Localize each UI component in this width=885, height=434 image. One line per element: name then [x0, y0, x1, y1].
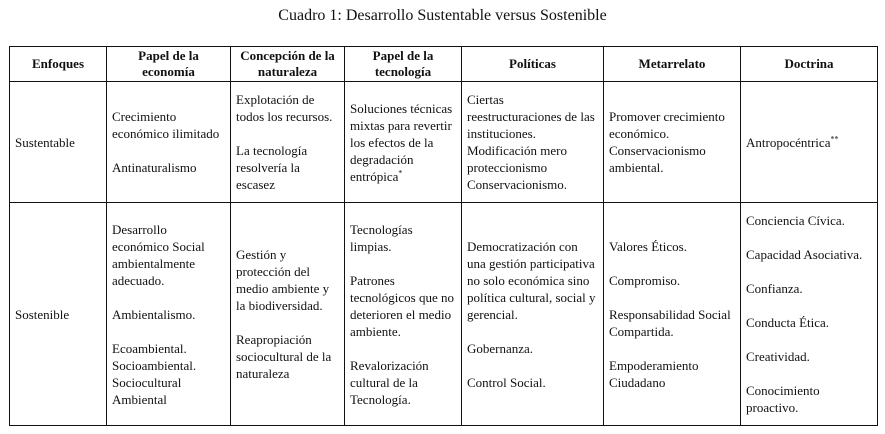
cell-text: Soluciones técnicas mixtas para revertir los efectos de la degradación entrópica: [350, 100, 453, 184]
header-papel-tecnologia: Papel de la tecnología: [345, 47, 462, 82]
cell-sostenible-politicas: [462, 203, 604, 426]
cell-sustentable-metarrelato: [604, 82, 741, 203]
header-papel-economia: Papel de la economía: [107, 47, 231, 82]
row-label-sustentable: Sustentable: [10, 82, 107, 203]
cell-text: Explotación de todos los recursos.: [236, 92, 333, 124]
header-politicas: Políticas: [462, 47, 604, 82]
table-caption: Cuadro 1: Desarrollo Sustentable versus Sostenible: [278, 7, 607, 24]
cell-sustentable-economia: [107, 82, 231, 203]
header-concepcion-naturaleza: Concepción de la naturaleza: [231, 47, 345, 82]
cell-sustentable-politicas: [462, 82, 604, 203]
cell-text: Creatividad.: [746, 349, 810, 364]
footnote-mark: **: [830, 134, 839, 144]
cell-text: Control Social.: [467, 374, 546, 390]
cell-sustentable-tecnologia: [345, 82, 462, 203]
cell-text: Crecimiento económico ilimitado: [112, 109, 220, 141]
cell-text: Democratización con una gestión participativa no solo económica sino política cultural, social y gerencial.: [467, 238, 596, 322]
row-label-sostenible: Sostenible: [10, 203, 107, 426]
cell-sustentable-naturaleza: [231, 82, 345, 203]
cell-text: Antinaturalismo: [112, 160, 197, 175]
cell-text: Ciertas reestructuraciones de las instituciones. Modificación mero proteccionismo Conservacionismo.: [467, 92, 595, 192]
cell-text: Conciencia Cívica.: [746, 213, 845, 228]
table-row-sustentable: [10, 82, 878, 203]
cell-sostenible-tecnologia: [345, 203, 462, 426]
cell-text: Ecoambiental. Socioambiental. Sociocultural Ambiental: [112, 340, 197, 407]
cell-text: Conocimiento proactivo.: [746, 383, 820, 415]
cell-text: Promover crecimiento económico. Conservacionismo ambiental.: [609, 109, 725, 175]
cell-text: Compromiso.: [609, 272, 681, 288]
cell-text: Gestión y protección del medio ambiente y la biodiversidad.: [236, 247, 330, 313]
cell-text: Tecnologías limpias.: [350, 221, 413, 254]
cell-text: Desarrollo económico Social ambientalmente adecuado.: [112, 221, 205, 288]
cell-text: Valores Éticos.: [609, 238, 687, 254]
cell-text: Confianza.: [746, 281, 803, 296]
cell-sostenible-doctrina: [741, 203, 878, 426]
footnote-mark: *: [398, 168, 403, 178]
cell-text: Capacidad Asociativa.: [746, 247, 863, 262]
cell-text: Antropocéntrica: [746, 134, 831, 150]
table-row-sostenible: [10, 203, 878, 426]
comparison-table: [9, 46, 878, 426]
cell-sostenible-economia: [107, 203, 231, 426]
cell-text: Revalorización cultural de la Tecnología.: [350, 357, 429, 407]
cell-text: Gobernanza.: [467, 340, 534, 356]
cell-text: Responsabilidad Social Compartida.: [609, 306, 731, 339]
cell-sustentable-doctrina: [741, 82, 878, 203]
cell-sostenible-metarrelato: [604, 203, 741, 426]
header-enfoques: Enfoques: [10, 47, 107, 82]
header-row: [10, 47, 878, 82]
cell-text: La tecnología resolvería la escasez: [236, 143, 308, 192]
cell-text: Reapropiación sociocultural de la naturaleza: [236, 332, 332, 381]
cell-text: Patrones tecnológicos que no deterioren el medio ambiente.: [350, 272, 454, 339]
cell-sostenible-naturaleza: [231, 203, 345, 426]
header-doctrina: Doctrina: [741, 47, 878, 82]
cell-text: Empoderamiento Ciudadano: [609, 357, 699, 390]
header-metarrelato: Metarrelato: [604, 47, 741, 82]
cell-text: Ambientalismo.: [112, 306, 196, 322]
cell-text: Conducta Ética.: [746, 315, 830, 330]
